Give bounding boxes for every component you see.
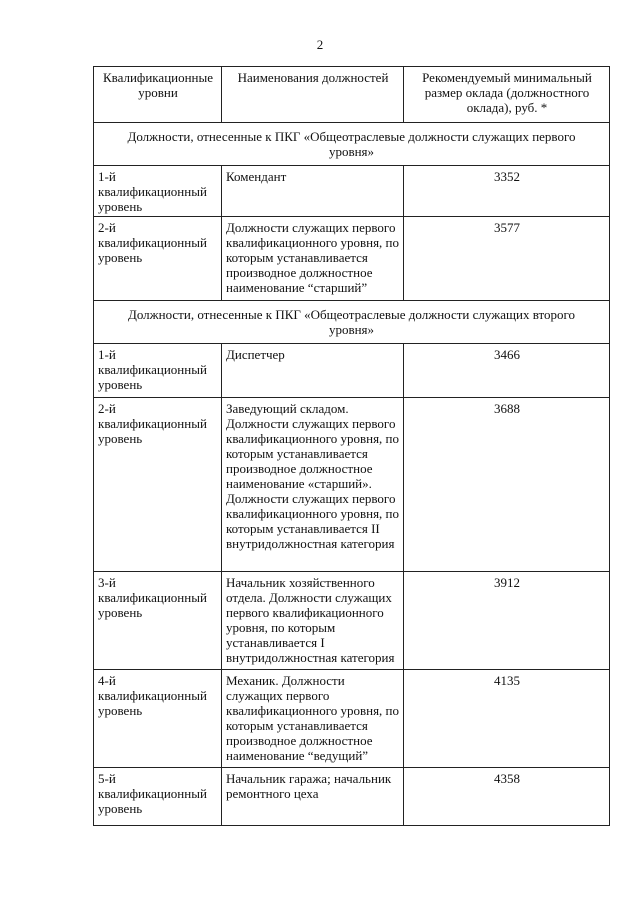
positions-cell: Комендант [222,166,404,217]
level-cell: 4-й квалификационный уровень [94,670,222,768]
group-header-row [94,123,610,166]
salary-cell: 3352 [404,166,610,217]
level-cell: 1-й квалификационный уровень [94,344,222,398]
table-row [94,768,610,826]
level-cell: 2-й квалификационный уровень [94,217,222,301]
positions-cell: Механик. Должности служащих первого квалификационного уровня, по которым устанавливается производное должностное наименование “ведущий” [222,670,404,768]
table-header-row [94,67,610,123]
salary-table [93,66,610,826]
salary-cell: 3912 [404,572,610,670]
level-cell: 2-й квалификационный уровень [94,398,222,572]
salary-cell: 3688 [404,398,610,572]
table-row [94,217,610,301]
group-header-row [94,301,610,344]
group-title: Должности, отнесенные к ПКГ «Общеотраслевые должности служащих первого уровня» [94,123,610,166]
group-title: Должности, отнесенные к ПКГ «Общеотраслевые должности служащих второго уровня» [94,301,610,344]
header-levels: Квалификационные уровни [94,67,222,123]
header-positions: Наименования должностей [222,67,404,123]
level-cell: 3-й квалификационный уровень [94,572,222,670]
salary-cell: 4135 [404,670,610,768]
page-number: 2 [316,37,324,52]
table-row [94,670,610,768]
salary-cell: 3577 [404,217,610,301]
table-row [94,166,610,217]
level-cell: 1-й квалификационный уровень [94,166,222,217]
table-row [94,344,610,398]
table-row [94,398,610,572]
salary-cell: 3466 [404,344,610,398]
level-cell: 5-й квалификационный уровень [94,768,222,826]
positions-cell: Должности служащих первого квалификационного уровня, по которым устанавливается производное должностное наименование “старший” [222,217,404,301]
positions-cell: Диспетчер [222,344,404,398]
salary-cell: 4358 [404,768,610,826]
positions-cell: Начальник хозяйственного отдела. Должности служащих первого квалификационного уровня, по которым устанавливается I внутридолжностная категория [222,572,404,670]
table-row [94,572,610,670]
positions-cell: Заведующий складом. Должности служащих первого квалификационного уровня, по которым устанавливается производное должностное наименование «старший». Должности служащих первого квалификационного уровня, по которым устанавливается II внутридолжностная категория [222,398,404,572]
header-salary: Рекомендуемый минимальный размер оклада (должностного оклада), руб. * [404,67,610,123]
positions-cell: Начальник гаража; начальник ремонтного цеха [222,768,404,826]
